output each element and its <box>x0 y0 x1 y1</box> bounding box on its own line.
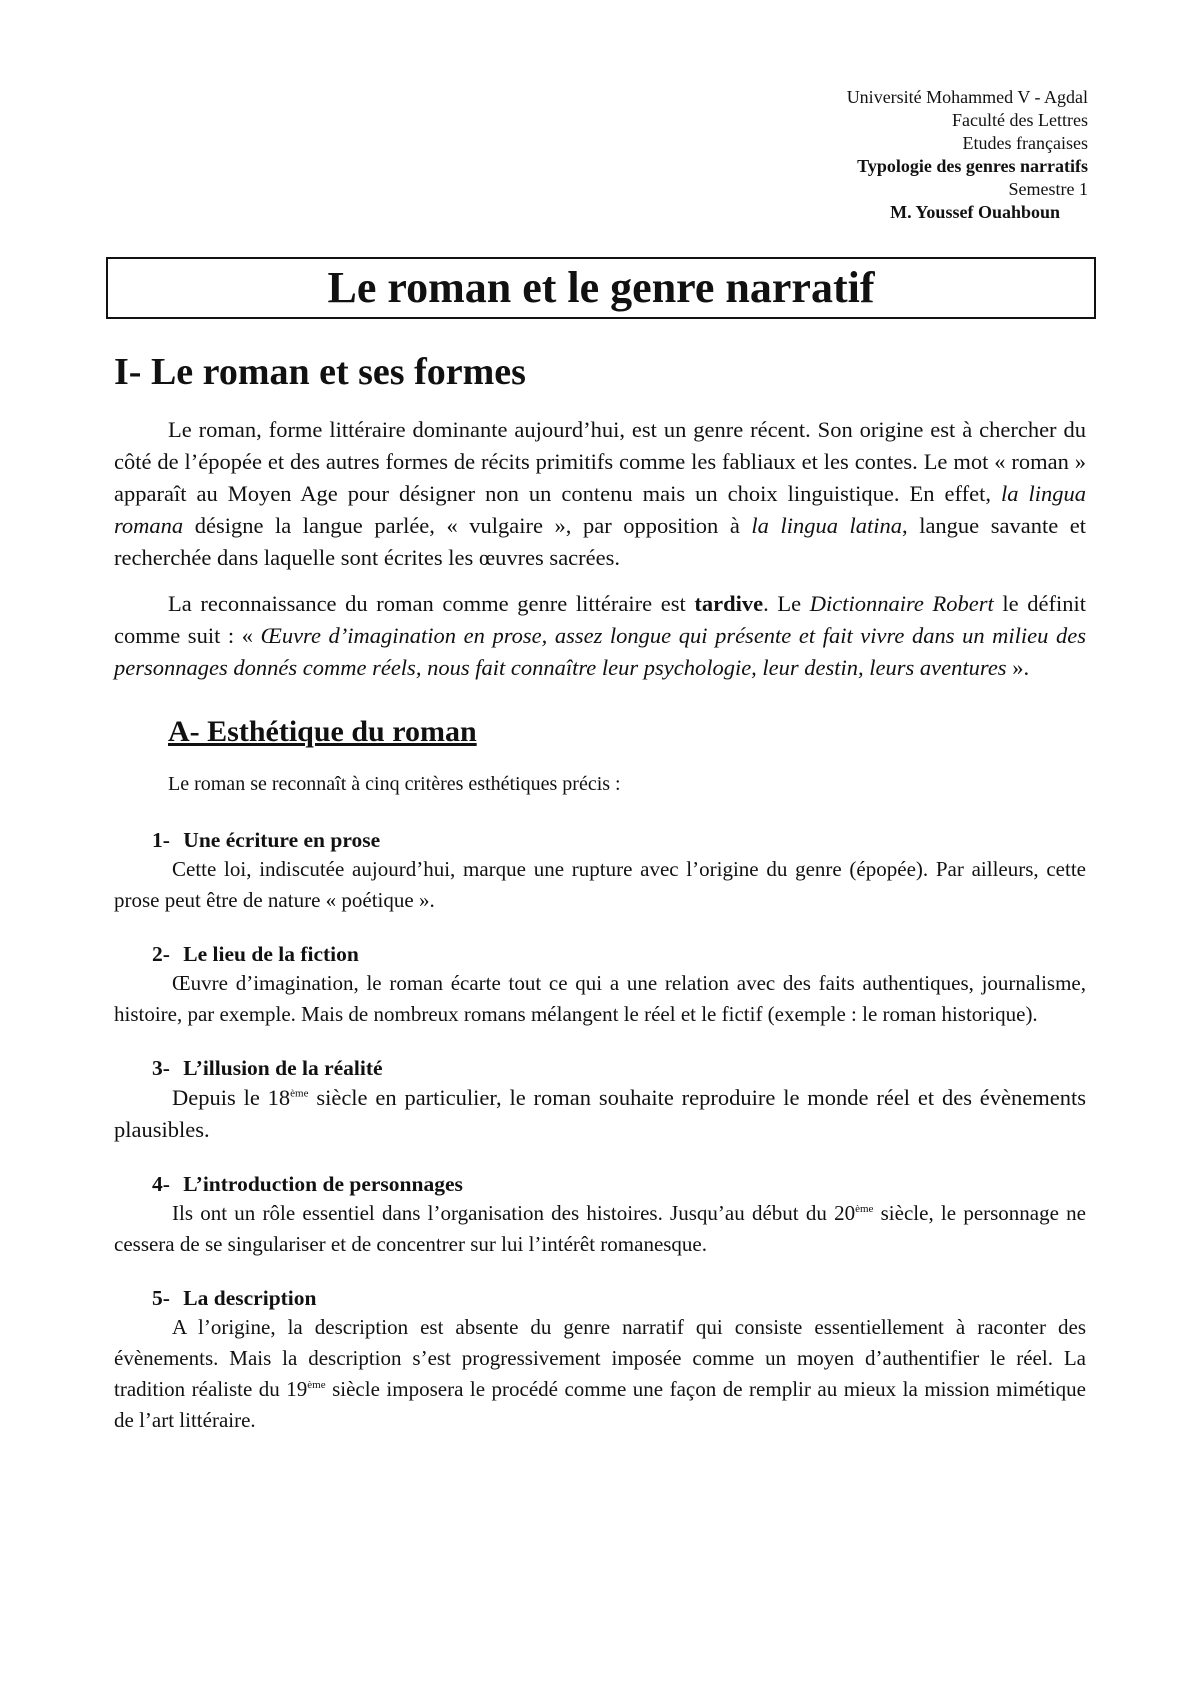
criterion-title <box>152 826 1086 854</box>
criterion-text: siècle imposera le procédé comme une façon de remplir au mieux la mission mimétique de l’art littéraire. <box>114 1376 1086 1432</box>
superscript: ème <box>307 1378 326 1391</box>
criterion-number: 3- <box>152 1055 170 1080</box>
italic-quote: Œuvre d’imagination en prose, assez longue qui présente et fait vivre dans un milieu des personnages donnés comme réels, nous fait connaître leur psychologie, leur destin, leurs aventures <box>114 622 1086 680</box>
paragraph-text: , langue savante et recherchée dans laquelle sont écrites les œuvres sacrées. <box>114 512 1086 570</box>
paragraph-text: La reconnaissance du roman comme genre littéraire est <box>168 590 695 616</box>
criterion-body <box>114 1312 1086 1436</box>
criterion-label: La description <box>183 1285 317 1310</box>
italic-term: la lingua romana <box>114 480 1086 538</box>
paragraph-text: Le roman, forme littéraire dominante aujourd’hui, est un genre récent. Son origine est à chercher du côté de l’épopée et des autres formes de récits primitifs comme les fabliaux et les contes. Le mot « roman » apparaît au Moyen Age pour désigner non un contenu mais un choix linguistique. En effet, <box>114 416 1086 506</box>
document-header <box>847 86 1088 224</box>
header-university: Université Mohammed V - Agdal <box>846 87 1088 107</box>
header-semester: Semestre 1 <box>1008 179 1088 199</box>
criterion-number: 5- <box>152 1285 170 1310</box>
criterion-text: Ils ont un rôle essentiel dans l’organisation des histoires. Jusqu’au début du 20 <box>172 1200 856 1225</box>
paragraph-text: désigne la langue parlée, « vulgaire », par opposition à <box>183 512 752 538</box>
paragraph-text: . Le <box>763 590 810 616</box>
criterion-label: Une écriture en prose <box>183 827 381 852</box>
criterion-text: A l’origine, la description est absente du genre narratif qui consiste essentiellement à raconter des évènements. Mais la description s’est progressivement imposée comme un moyen d’authentifier le réel. La tradition réaliste du 19 <box>114 1314 1086 1401</box>
criterion-label: Le lieu de la fiction <box>183 941 359 966</box>
criterion-body <box>114 1082 1086 1146</box>
criterion-title <box>152 1284 1086 1312</box>
header-course: Typologie des genres narratifs <box>857 156 1088 176</box>
italic-term: la lingua latina <box>751 512 903 538</box>
criterion-item-2 <box>114 940 1086 1030</box>
criterion-item-3 <box>114 1054 1086 1146</box>
bold-term: tardive <box>694 590 764 616</box>
criterion-text: siècle en particulier, le roman souhaite reproduire le monde réel et des évènements plausibles. <box>114 1084 1086 1142</box>
criterion-body: Cette loi, indiscutée aujourd’hui, marque une rupture avec l’origine du genre (épopée). Par ailleurs, cette prose peut être de nature « poétique ». <box>114 856 1086 912</box>
criterion-number: 4- <box>152 1171 170 1196</box>
criterion-number: 2- <box>152 941 170 966</box>
criterion-title <box>152 1170 1086 1198</box>
criterion-body: Œuvre d’imagination, le roman écarte tout ce qui a une relation avec des faits authentiques, journalisme, histoire, par exemple. Mais de nombreux romans mélangent le réel et le fictif (exemple : le roman historique). <box>114 970 1086 1026</box>
header-author: M. Youssef Ouahboun <box>890 202 1060 222</box>
header-department: Etudes françaises <box>962 133 1088 153</box>
subsection-heading: A- Esthétique du roman <box>168 714 477 748</box>
italic-term: Dictionnaire Robert <box>809 590 994 616</box>
paragraph-definition <box>114 588 1086 684</box>
superscript: ème <box>290 1087 309 1100</box>
paragraph-text: le définit comme suit : « <box>114 590 1086 648</box>
section-heading: I- Le roman et ses formes <box>114 351 526 393</box>
paragraph-text: ». <box>1006 654 1030 680</box>
criterion-label: L’introduction de personnages <box>183 1171 463 1196</box>
title-box <box>106 257 1096 319</box>
superscript: ème <box>855 1202 874 1215</box>
criterion-text: Depuis le 18 <box>172 1084 291 1110</box>
header-faculty: Faculté des Lettres <box>952 110 1088 130</box>
criterion-body <box>114 1198 1086 1260</box>
document-title: Le roman et le genre narratif <box>327 263 875 312</box>
criterion-item-1 <box>114 826 1086 916</box>
criterion-item-5 <box>114 1284 1086 1436</box>
criterion-title <box>152 940 1086 968</box>
criterion-text: siècle, le personnage ne cessera de se singulariser et de concentrer sur lui l’intérêt romanesque. <box>114 1200 1086 1256</box>
criterion-number: 1- <box>152 827 170 852</box>
subsection-intro: Le roman se reconnaît à cinq critères esthétiques précis : <box>168 772 621 795</box>
criterion-title <box>152 1054 1086 1082</box>
paragraph-origin <box>114 414 1086 574</box>
criterion-item-4 <box>114 1170 1086 1260</box>
document-body <box>114 350 1086 1460</box>
criterion-label: L’illusion de la réalité <box>183 1055 383 1080</box>
